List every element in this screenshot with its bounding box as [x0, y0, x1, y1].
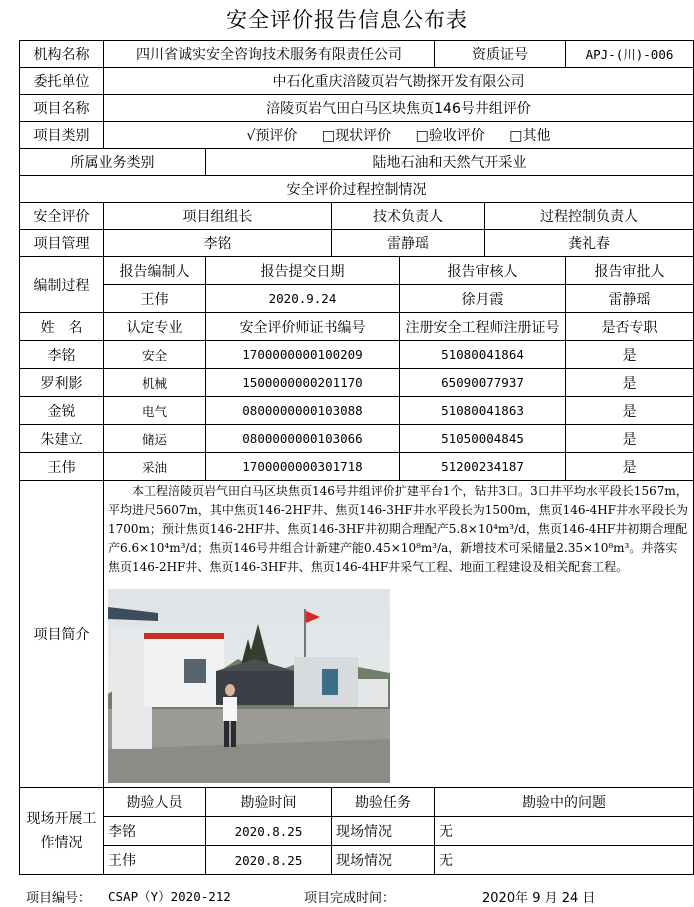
category-other: □其他 — [509, 128, 551, 144]
staff-row — [20, 397, 694, 425]
process-title-row — [20, 176, 694, 203]
project-label: 项目名称 — [20, 95, 104, 122]
survey-header-task: 勘验任务 — [332, 788, 435, 817]
compile-header-reviewer: 报告审核人 — [400, 257, 566, 285]
staff-row — [20, 369, 694, 397]
intro-text: 本工程涪陵页岩气田白马区块焦页146号井组评价扩建平台1个，钻井3口。3口井平均水平段长1567m，平均进尺5607m，其中焦页146-2HF井、焦页146-3HF井水平段长为1500m，焦页146-4HF井水平段长为1700m；预计焦页146-2HF井、焦页146-3HF井初期合理配产5.8×10⁴m³/d，焦页146-4HF井初期合理配产6.6×10⁴m³/d；焦页146号井组合计新建产能0.45×10⁸m³/a，新增技术可采储量2.35×10⁸m³。并落实焦页146-2HF井、焦页146-3HF井、焦页146-4HF井采气工程、地面工程建设及相关配套工程。 — [108, 484, 688, 574]
org-value: 四川省诚实安全咨询技术服务有限责任公司 — [104, 41, 435, 68]
staff-reg: 51200234187 — [400, 453, 566, 481]
staff-major: 储运 — [104, 425, 206, 453]
management-tech: 雷静瑶 — [332, 230, 485, 257]
completion-date-value: 2020年 9 月 24 日 — [482, 891, 596, 906]
staff-major: 采油 — [104, 453, 206, 481]
staff-major: 电气 — [104, 397, 206, 425]
org-row — [20, 41, 694, 68]
process-title: 安全评价过程控制情况 — [20, 176, 694, 203]
staff-row — [20, 341, 694, 369]
client-row — [20, 68, 694, 95]
compile-header-approver: 报告审批人 — [566, 257, 694, 285]
client-value: 中石化重庆涪陵页岩气勘探开发有限公司 — [104, 68, 694, 95]
survey-person: 李铭 — [104, 817, 206, 846]
staff-header-major: 认定专业 — [104, 313, 206, 341]
management-header-control: 过程控制负责人 — [485, 203, 694, 230]
management-value-row — [20, 230, 694, 257]
project-row — [20, 95, 694, 122]
staff-header-fulltime: 是否专职 — [566, 313, 694, 341]
org-label: 机构名称 — [20, 41, 104, 68]
staff-reg: 51080041863 — [400, 397, 566, 425]
survey-header-person: 勘验人员 — [104, 788, 206, 817]
management-header-leader: 项目组组长 — [104, 203, 332, 230]
intro-label: 项目简介 — [20, 481, 104, 788]
staff-fulltime: 是 — [566, 425, 694, 453]
staff-name: 王伟 — [20, 453, 104, 481]
survey-task: 现场情况 — [332, 846, 435, 875]
compile-header-row — [20, 257, 694, 285]
staff-name: 罗利影 — [20, 369, 104, 397]
business-row — [20, 149, 694, 176]
staff-header-cert: 安全评价师证书编号 — [206, 313, 400, 341]
intro-row — [20, 481, 694, 788]
staff-cert: 0800000000103066 — [206, 425, 400, 453]
staff-row — [20, 425, 694, 453]
survey-time: 2020.8.25 — [206, 846, 332, 875]
staff-cert: 1700000000100209 — [206, 341, 400, 369]
management-label-1: 安全评价 — [20, 203, 104, 230]
staff-header-name: 姓 名 — [20, 313, 104, 341]
compile-reviewer: 徐月霞 — [400, 285, 566, 313]
survey-row — [20, 846, 694, 875]
survey-header-issue: 勘验中的问题 — [435, 788, 694, 817]
staff-header-reg: 注册安全工程师注册证号 — [400, 313, 566, 341]
staff-major: 安全 — [104, 341, 206, 369]
staff-fulltime: 是 — [566, 397, 694, 425]
management-control: 龚礼春 — [485, 230, 694, 257]
business-value: 陆地石油和天然气开采业 — [206, 149, 694, 176]
category-options — [104, 122, 694, 149]
compile-header-date: 报告提交日期 — [206, 257, 400, 285]
survey-header-row — [20, 788, 694, 817]
category-current: □现状评价 — [321, 128, 392, 144]
completion-date-label: 项目完成时间： — [304, 891, 396, 906]
business-label: 所属业务类别 — [20, 149, 206, 176]
survey-row — [20, 817, 694, 846]
staff-fulltime: 是 — [566, 369, 694, 397]
intro-cell — [104, 481, 694, 788]
category-label: 项目类别 — [20, 122, 104, 149]
survey-issue: 无 — [435, 817, 694, 846]
staff-name: 金锐 — [20, 397, 104, 425]
staff-major: 机械 — [104, 369, 206, 397]
footer — [0, 885, 694, 907]
management-label-2: 项目管理 — [20, 230, 104, 257]
staff-reg: 51050004845 — [400, 425, 566, 453]
compile-date: 2020.9.24 — [206, 285, 400, 313]
category-pre: √预评价 — [246, 128, 298, 144]
staff-header-row — [20, 313, 694, 341]
category-acceptance: □验收评价 — [415, 128, 485, 144]
info-table — [19, 40, 694, 875]
site-photo — [108, 589, 390, 783]
management-header-row — [20, 203, 694, 230]
compile-header-author: 报告编制人 — [104, 257, 206, 285]
compile-author: 王伟 — [104, 285, 206, 313]
staff-cert: 0800000000103088 — [206, 397, 400, 425]
project-number-value: CSAP（Y）2020-212 — [108, 889, 231, 904]
survey-person: 王伟 — [104, 846, 206, 875]
compile-approver: 雷静瑶 — [566, 285, 694, 313]
staff-row — [20, 453, 694, 481]
staff-fulltime: 是 — [566, 453, 694, 481]
compile-label: 编制过程 — [20, 257, 104, 313]
client-label: 委托单位 — [20, 68, 104, 95]
project-number-label: 项目编号： — [26, 891, 92, 906]
staff-cert: 1700000000301718 — [206, 453, 400, 481]
survey-task: 现场情况 — [332, 817, 435, 846]
cert-value: APJ-(川)-006 — [566, 41, 694, 68]
survey-issue: 无 — [435, 846, 694, 875]
category-row — [20, 122, 694, 149]
staff-fulltime: 是 — [566, 341, 694, 369]
page-title: 安全评价报告信息公布表 — [226, 8, 468, 32]
survey-time: 2020.8.25 — [206, 817, 332, 846]
staff-cert: 1500000000201170 — [206, 369, 400, 397]
staff-name: 李铭 — [20, 341, 104, 369]
staff-reg: 51080041864 — [400, 341, 566, 369]
management-header-tech: 技术负责人 — [332, 203, 485, 230]
staff-name: 朱建立 — [20, 425, 104, 453]
survey-label: 现场开展工作情况 — [20, 788, 104, 875]
staff-reg: 65090077937 — [400, 369, 566, 397]
project-value: 涪陵页岩气田白马区块焦页146号井组评价 — [104, 95, 694, 122]
survey-header-time: 勘验时间 — [206, 788, 332, 817]
compile-value-row — [20, 285, 694, 313]
management-leader: 李铭 — [104, 230, 332, 257]
cert-label: 资质证号 — [435, 41, 566, 68]
